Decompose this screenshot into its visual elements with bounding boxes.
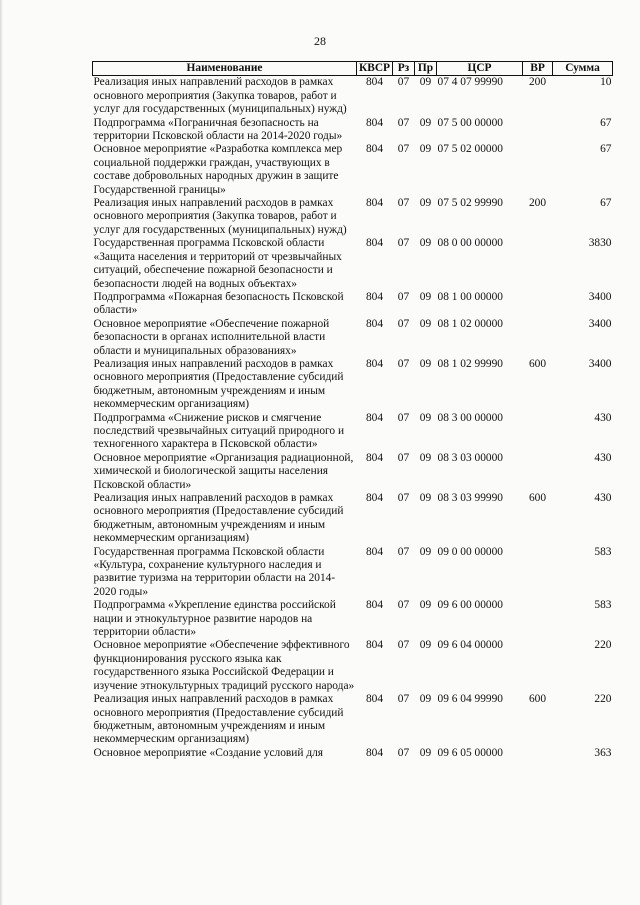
header-csr: ЦСР [437, 62, 523, 76]
row-csr: 08 3 00 00000 [437, 411, 503, 424]
row-csr: 09 6 04 99990 [437, 693, 503, 706]
row-name: Реализация иных направлений расходов в рамках основного мероприятия (Предоставление субсидий бюджетным, автономным учреждениям и иным некоммерческим организациям) [93, 357, 344, 411]
header-pr: Пр [415, 62, 437, 76]
row-kvsr: 804 [365, 411, 384, 424]
row-pr: 09 [419, 290, 432, 303]
row-pr: 09 [419, 693, 432, 706]
row-name: Подпрограмма «Пожарная безопасность Псковской области» [93, 290, 344, 317]
row-sum: 3830 [588, 237, 612, 250]
row-kvsr: 804 [365, 746, 384, 759]
row-pr: 09 [419, 357, 432, 370]
row-sum: 3400 [588, 357, 612, 370]
row-pr: 09 [419, 411, 432, 424]
table-row [93, 237, 613, 291]
scan-edge [0, 0, 3, 905]
table-row [93, 492, 613, 546]
row-rz: 07 [397, 143, 410, 156]
row-kvsr: 804 [365, 143, 384, 156]
table-row [93, 143, 613, 197]
row-vr [523, 452, 553, 492]
row-vr [523, 117, 553, 144]
row-name: Реализация иных направлений расходов в рамках основного мероприятия (Предоставление субсидий бюджетным, автономным учреждениям и иным некоммерческим организациям) [93, 492, 344, 545]
row-kvsr: 804 [365, 492, 384, 504]
row-rz: 07 [397, 116, 410, 129]
row-csr: 09 0 00 00000 [437, 545, 503, 558]
table-row [93, 599, 613, 639]
row-kvsr: 804 [365, 357, 384, 370]
budget-table [92, 61, 613, 760]
row-sum: 583 [594, 599, 612, 612]
header-sum: Сумма [553, 62, 613, 76]
row-pr: 09 [419, 545, 432, 558]
row-vr [523, 546, 553, 600]
table-body [93, 76, 613, 760]
row-pr: 09 [419, 639, 432, 652]
row-name: Государственная программа Псковской области «Защита населения и территорий от чрезвычайных ситуаций, обеспечение пожарной безопасности и безопасности людей на водных объектах» [93, 237, 342, 290]
table-row [93, 76, 613, 117]
row-kvsr: 804 [365, 197, 384, 210]
row-kvsr: 804 [365, 599, 384, 612]
row-csr: 07 5 00 00000 [437, 116, 503, 129]
row-csr: 07 5 02 00000 [437, 143, 503, 156]
table-row [93, 452, 613, 492]
table-row [93, 291, 613, 318]
row-name: Реализация иных направлений расходов в рамках основного мероприятия (Предоставление субсидий бюджетным, автономным учреждениям и иным некоммерческим организациям) [93, 693, 344, 746]
row-csr: 07 5 02 99990 [437, 197, 503, 210]
row-kvsr: 804 [365, 290, 384, 303]
row-csr: 08 3 03 00000 [437, 451, 503, 464]
row-kvsr: 804 [365, 693, 384, 706]
row-csr: 09 6 00 00000 [437, 599, 503, 612]
row-csr: 08 1 00 00000 [437, 290, 503, 303]
row-pr: 09 [419, 746, 432, 759]
header-name: Наименование [93, 62, 357, 76]
row-rz: 07 [397, 76, 410, 89]
header-kvsr: КВСР [357, 62, 393, 76]
row-csr: 08 3 03 99990 [437, 492, 503, 504]
row-name: Реализация иных направлений расходов в рамках основного мероприятия (Закупка товаров, работ и услуг для государственных (муниципальных) нужд) [93, 197, 347, 236]
row-name: Подпрограмма «Укрепление единства российской нации и этнокультурное развитие народов на территории области» [93, 599, 336, 639]
row-vr: 600 [528, 357, 547, 370]
table-row [93, 693, 613, 747]
table-header [93, 62, 613, 76]
row-rz: 07 [397, 599, 410, 612]
row-csr: 09 6 04 00000 [437, 639, 503, 652]
row-sum: 67 [600, 197, 612, 210]
row-name: Основное мероприятие «Разработка комплекса мер социальной поддержки граждан, участвующих в составе добровольных народных дружин в защите Государственной границы» [93, 143, 343, 196]
row-rz: 07 [397, 411, 410, 424]
row-vr [523, 318, 553, 358]
row-sum: 430 [594, 492, 612, 504]
row-vr [523, 291, 553, 318]
row-kvsr: 804 [365, 545, 384, 558]
row-sum: 430 [594, 451, 612, 464]
row-sum: 3400 [588, 317, 612, 330]
header-vr: ВР [523, 62, 553, 76]
row-name: Основное мероприятие «Обеспечение эффективного функционирования русского языка как государственного языка Российской Федерации и изучение этнокультурных традиций русского народа» [93, 639, 355, 692]
row-rz: 07 [397, 317, 410, 330]
row-csr: 09 6 05 00000 [437, 746, 503, 759]
row-rz: 07 [397, 197, 410, 210]
row-rz: 07 [397, 639, 410, 652]
row-vr: 200 [528, 76, 547, 89]
table-row [93, 639, 613, 693]
row-csr: 08 1 02 99990 [437, 357, 503, 370]
table-row [93, 747, 613, 760]
row-rz: 07 [397, 357, 410, 370]
row-rz: 07 [397, 492, 410, 504]
row-vr [523, 237, 553, 291]
table-row [93, 546, 613, 600]
row-pr: 09 [419, 317, 432, 330]
row-csr: 08 1 02 00000 [437, 317, 503, 330]
row-sum: 363 [594, 746, 612, 759]
row-rz: 07 [397, 545, 410, 558]
row-vr: 600 [528, 492, 547, 504]
row-pr: 09 [419, 116, 432, 129]
row-kvsr: 804 [365, 116, 384, 129]
row-pr: 09 [419, 492, 432, 504]
row-sum: 583 [594, 545, 612, 558]
table-row [93, 197, 613, 237]
row-kvsr: 804 [365, 639, 384, 652]
row-vr [523, 143, 553, 197]
table-row [93, 358, 613, 412]
row-name: Подпрограмма «Снижение рисков и смягчение последствий чрезвычайных ситуаций природного и техногенного характера в Псковской области» [93, 411, 345, 451]
row-sum: 67 [600, 116, 612, 129]
row-vr [523, 639, 553, 693]
row-kvsr: 804 [365, 237, 384, 250]
row-vr [523, 599, 553, 639]
table-row [93, 412, 613, 452]
row-name: Реализация иных направлений расходов в рамках основного мероприятия (Закупка товаров, работ и услуг для государственных (муниципальных) нужд) [93, 76, 347, 116]
row-pr: 09 [419, 451, 432, 464]
row-vr [523, 412, 553, 452]
row-rz: 07 [397, 451, 410, 464]
row-pr: 09 [419, 237, 432, 250]
row-kvsr: 804 [365, 317, 384, 330]
row-sum: 10 [600, 76, 612, 89]
row-csr: 07 4 07 99990 [437, 76, 503, 89]
table-row [93, 318, 613, 358]
row-sum: 67 [600, 143, 612, 156]
row-rz: 07 [397, 693, 410, 706]
row-kvsr: 804 [365, 451, 384, 464]
row-sum: 3400 [588, 290, 612, 303]
row-sum: 430 [594, 411, 612, 424]
row-name: Государственная программа Псковской области «Культура, сохранение культурного наследия и развитие туризма на территории области на 2014-2020 годы» [93, 545, 336, 598]
row-rz: 07 [397, 746, 410, 759]
row-pr: 09 [419, 143, 432, 156]
row-rz: 07 [397, 290, 410, 303]
row-pr: 09 [419, 599, 432, 612]
row-name: Основное мероприятие «Обеспечение пожарной безопасности в органах исполнительной власти области и муниципальных образованиях» [93, 317, 330, 357]
row-pr: 09 [419, 197, 432, 210]
row-name: Основное мероприятие «Организация радиационной, химической и биологической защиты населения Псковской области» [93, 451, 354, 491]
row-sum: 220 [594, 639, 612, 652]
row-name: Основное мероприятие «Создание условий для [93, 746, 324, 759]
row-pr: 09 [419, 76, 432, 89]
row-csr: 08 0 00 00000 [437, 237, 503, 250]
header-rz: Рз [393, 62, 415, 76]
row-kvsr: 804 [365, 76, 384, 89]
table-row [93, 117, 613, 144]
row-vr: 200 [528, 197, 547, 210]
row-vr: 600 [528, 693, 547, 706]
row-name: Подпрограмма «Пограничная безопасность на территории Псковской области на 2014-2020 годы» [93, 116, 343, 143]
row-rz: 07 [397, 237, 410, 250]
page-number: 28 [314, 34, 326, 48]
row-vr [523, 747, 553, 760]
row-sum: 220 [594, 693, 612, 706]
